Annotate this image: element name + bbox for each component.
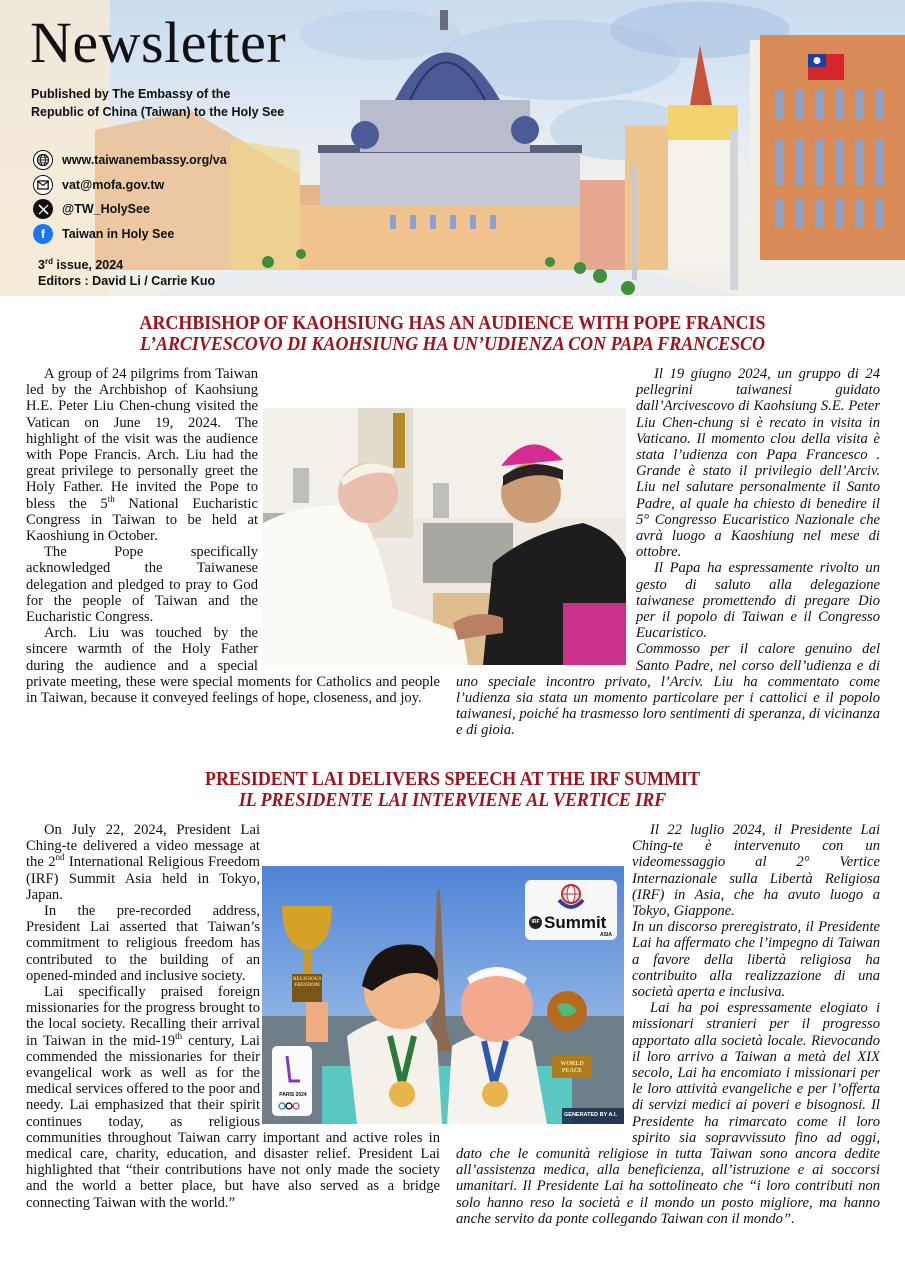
article1-it-paragraph-1: Il 19 giugno 2024, un gruppo di 24 pellegrini taiwanesi guidato dall’Arcivescovo di Kaohsiung S.E. Peter Liu Chen-chung si è recato in visita in Vaticano. Il momento clou della visita è stata l’udienza con Papa Francesco . Grande è stato il privilegio dell’Arciv. Liu nel salutare personalmente il Santo Padre, al quale ha chiesto di benedire il 5° Congresso Eucaristico Nazionale che avrà luogo a Kaoshiung nel mese di ottobre.	[636, 366, 880, 561]
generated-by-ai-label: GENERATED BY A.I.	[564, 1112, 618, 1118]
article2-english-column	[26, 822, 440, 1211]
issue-info	[38, 254, 215, 289]
facebook-icon: f	[33, 224, 53, 244]
contact-website[interactable]	[33, 148, 227, 173]
article2-headline	[36, 769, 869, 811]
contact-x-account[interactable]	[33, 197, 227, 222]
x-twitter-icon	[33, 199, 53, 219]
editors: Editors : David Li / Carrie Kuo	[38, 274, 216, 289]
article2-en-paragraph-2: In the pre-recorded address, President Lai asserted that Taiwan’s commitment to religious freedom has contributed to the building of an opened-minded and inclusive society.	[26, 903, 260, 984]
article2-title-it: IL PRESIDENTE LAI INTERVIENE AL VERTICE IRF	[238, 790, 667, 811]
contact-facebook-text: Taiwan in Holy See	[62, 226, 175, 241]
contact-facebook[interactable]	[33, 222, 227, 247]
article2-it-paragraph-2: In un discorso preregistrato, il Presidente Lai ha affermato che l’impegno di Taiwan a favore della libertà religiosa ha contribuito alla realizzazione di una società aperta e inclusiva.	[632, 919, 880, 1001]
summit-logo-text: Summit	[544, 913, 607, 932]
article1-it-paragraph-3: Commosso per il calore genuino del Santo Padre, nel corso dell’udienza e di uno speciale incontro privato, l’Arciv. Liu ha commentato come l’udienza sia stata un momento particolare per i cattolici e il popolo taiwanesi, poiché ha trasmesso loro sentimenti di speranza, di vicinanza e di gioia.	[456, 641, 880, 739]
contact-email[interactable]	[33, 173, 227, 198]
summit-logo-prefix: IRF	[529, 916, 542, 929]
issue-number: 3rd issue, 2024	[38, 257, 124, 273]
article2-en-paragraph-1: On July 22, 2024, President Lai Ching-te delivered a video message at the 2nd International Religious Freedom (IRF) Summit Asia held in Tokyo, Japan.	[26, 822, 260, 903]
article2-title-en: PRESIDENT LAI DELIVERS SPEECH AT THE IRF SUMMIT	[205, 769, 700, 790]
trophy-label-world-peace: WORLD PEACE	[560, 1061, 584, 1074]
article1-italian-column	[456, 366, 880, 739]
header-banner	[0, 0, 905, 296]
article2-en-paragraph-3: Lai specifically praised foreign missionaries for the progress brought to the local society. Recalling their arrival in Taiwan in the mid-19th century, Lai commended the missionaries for their evangelical work as well as for the medical services offered to the poor and needy. Lai emphasized that their spirit continues today, as religious communities throughout Taiwan carry important and active roles in medical care, charity, education, and disaster relief. President Lai highlighted that “their contributions have not only made the society and the world a better place, but have also served as a bridge connecting Taiwan with the world.”	[26, 984, 440, 1211]
article1-en-paragraph-2: The Pope specifically acknowledged the Taiwanese delegation and pledged to pray to God for the people of Taiwan and the Eucharistic Congress.	[26, 544, 258, 626]
masthead-title: Newsletter	[30, 10, 287, 75]
globe-icon	[33, 150, 53, 170]
publisher-line-2: Republic of China (Taiwan) to the Holy See	[31, 105, 285, 119]
article1-en-paragraph-1: A group of 24 pilgrims from Taiwan led by the Archbishop of Kaohsiung H.E. Peter Liu Chen-chung visited the Vatican on June 19, 2024. The highlight of the visit was the audience with Pope Francis. Arch. Liu had the great privilege to personally greet the Holy Father. He invited the Pope to bless the 5th National Eucharistic Congress in Taiwan to be held at Kaoshiung in October.	[26, 366, 258, 545]
article1-headline	[36, 313, 869, 355]
article1-it-paragraph-2: Il Papa ha espressamente rivolto un gesto di saluto alla delegazione taiwanese promettendo di pregare Dio per il popolo di Taiwan e il Congresso Eucaristico.	[636, 560, 880, 642]
article1-en-paragraph-3: Arch. Liu was touched by the sincere warmth of the Holy Father during the audience and a special private meeting, these were special moments for Catholics and people in Taiwan, because it conveyed feelings of hope, closeness, and joy.	[26, 625, 440, 707]
contact-list	[33, 148, 227, 246]
trophy-label-religious-freedom: RELIGIOUS FREEDOM	[293, 977, 322, 988]
article2-it-paragraph-3: Lai ha poi espressamente elogiato i missionari stranieri per il progresso apportato alla società locale. Rievocando il loro arrivo a Taiwan a metà del XIX secolo, Lai ha encomiato i missionari per le loro attività evangeliche e per l’offerta di servizi medici ai poveri e bisognosi. Il Presidente ha rimarcato come il loro spirito sia sopravvissuto fino ad oggi, dato che le comunità religiose in tutta Taiwan sono ancora dedite all’assistenza medica, alla beneficienza, all’istruzione e ai soccorsi umanitari. Il Presidente Lai ha sottolineato che “i loro contributi non solo hanno reso la società e il mondo un posto migliore, ma hanno anche servito da ponte collegando Taiwan con il mondo”.	[456, 1000, 880, 1227]
publisher-info	[31, 85, 284, 121]
paris-2024-label: PARIS 2024	[279, 1092, 307, 1098]
mail-icon	[33, 175, 53, 195]
article2-italian-column	[456, 822, 880, 1227]
contact-x-text: @TW_HolySee	[62, 202, 150, 217]
contact-website-text: www.taiwanembassy.org/va	[62, 153, 227, 168]
article1-english-column	[26, 366, 440, 706]
article1-title-en: ARCHBISHOP OF KAOHSIUNG HAS AN AUDIENCE WITH POPE FRANCIS	[139, 313, 766, 334]
article1-title-it: L’ARCIVESCOVO DI KAOHSIUNG HA UN’UDIENZA CON PAPA FRANCESCO	[140, 334, 765, 355]
contact-email-text: vat@mofa.gov.tw	[62, 177, 165, 192]
article2-it-paragraph-1: Il 22 luglio 2024, il Presidente Lai Ching-te è intervenuto con un videomessaggio al 2° Vertice Internazionale sulla Libertà Religiosa (IRF) in Asia, che ha avuto luogo a Tokyo, Giappone.	[632, 822, 880, 920]
summit-logo-sub: ASIA	[600, 932, 612, 938]
publisher-line-1: Published by The Embassy of the	[31, 87, 231, 101]
